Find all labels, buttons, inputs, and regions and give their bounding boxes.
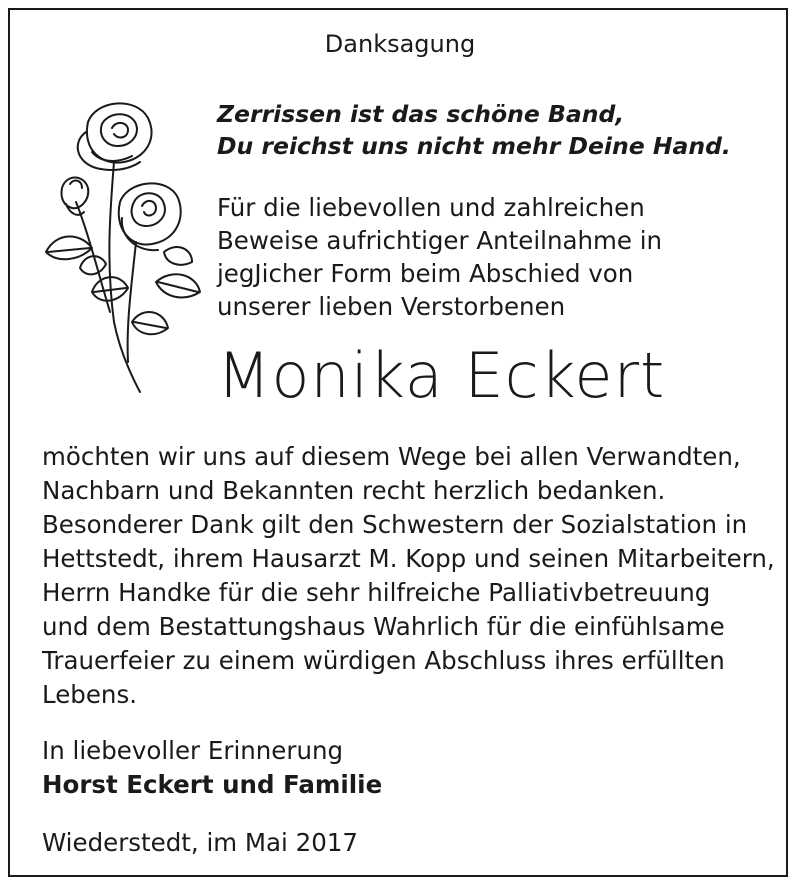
body-line-7: Trauerfeier zu einem würdigen Abschluss ihres erfüllten (42, 646, 725, 675)
verse-line-2: Du reichst uns nicht mehr Deine Hand. (217, 132, 731, 160)
body-line-2: Nachbarn und Bekannten recht herzlich bedanken. (42, 476, 666, 505)
deceased-name: Monika Eckert (217, 339, 666, 412)
intro-line-3: jegJicher Form beim Abschied von (217, 259, 634, 288)
verse-line-1: Zerrissen ist das schöne Band, (217, 100, 625, 128)
body-line-6: und dem Bestattungshaus Wahrlich für die einfühlsame (42, 612, 725, 641)
intro-line-1: Für die liebevollen und zahlreichen (217, 193, 645, 222)
intro-line-2: Beweise aufrichtiger Anteilnahme in (217, 226, 663, 255)
body-line-1: möchten wir uns auf diesem Wege bei allen Verwandten, (42, 442, 741, 471)
body-line-3: Besonderer Dank gilt den Schwestern der Sozialstation in (42, 510, 748, 539)
signature: Horst Eckert und Familie (42, 770, 383, 799)
notice-heading: Danksagung (324, 30, 476, 58)
intro-line-4: unserer lieben Verstorbenen (217, 292, 566, 321)
place-date: Wiederstedt, im Mai 2017 (42, 828, 358, 857)
body-line-4: Hettstedt, ihrem Hausarzt M. Kopp und seinen Mitarbeitern, (42, 544, 775, 573)
rose-icon (36, 92, 206, 402)
body-line-8: Lebens. (42, 680, 137, 709)
body-line-5: Herrn Handke für die sehr hilfreiche Palliativbetreuung (42, 578, 711, 607)
closing-text: In liebevoller Erinnerung (42, 736, 344, 765)
